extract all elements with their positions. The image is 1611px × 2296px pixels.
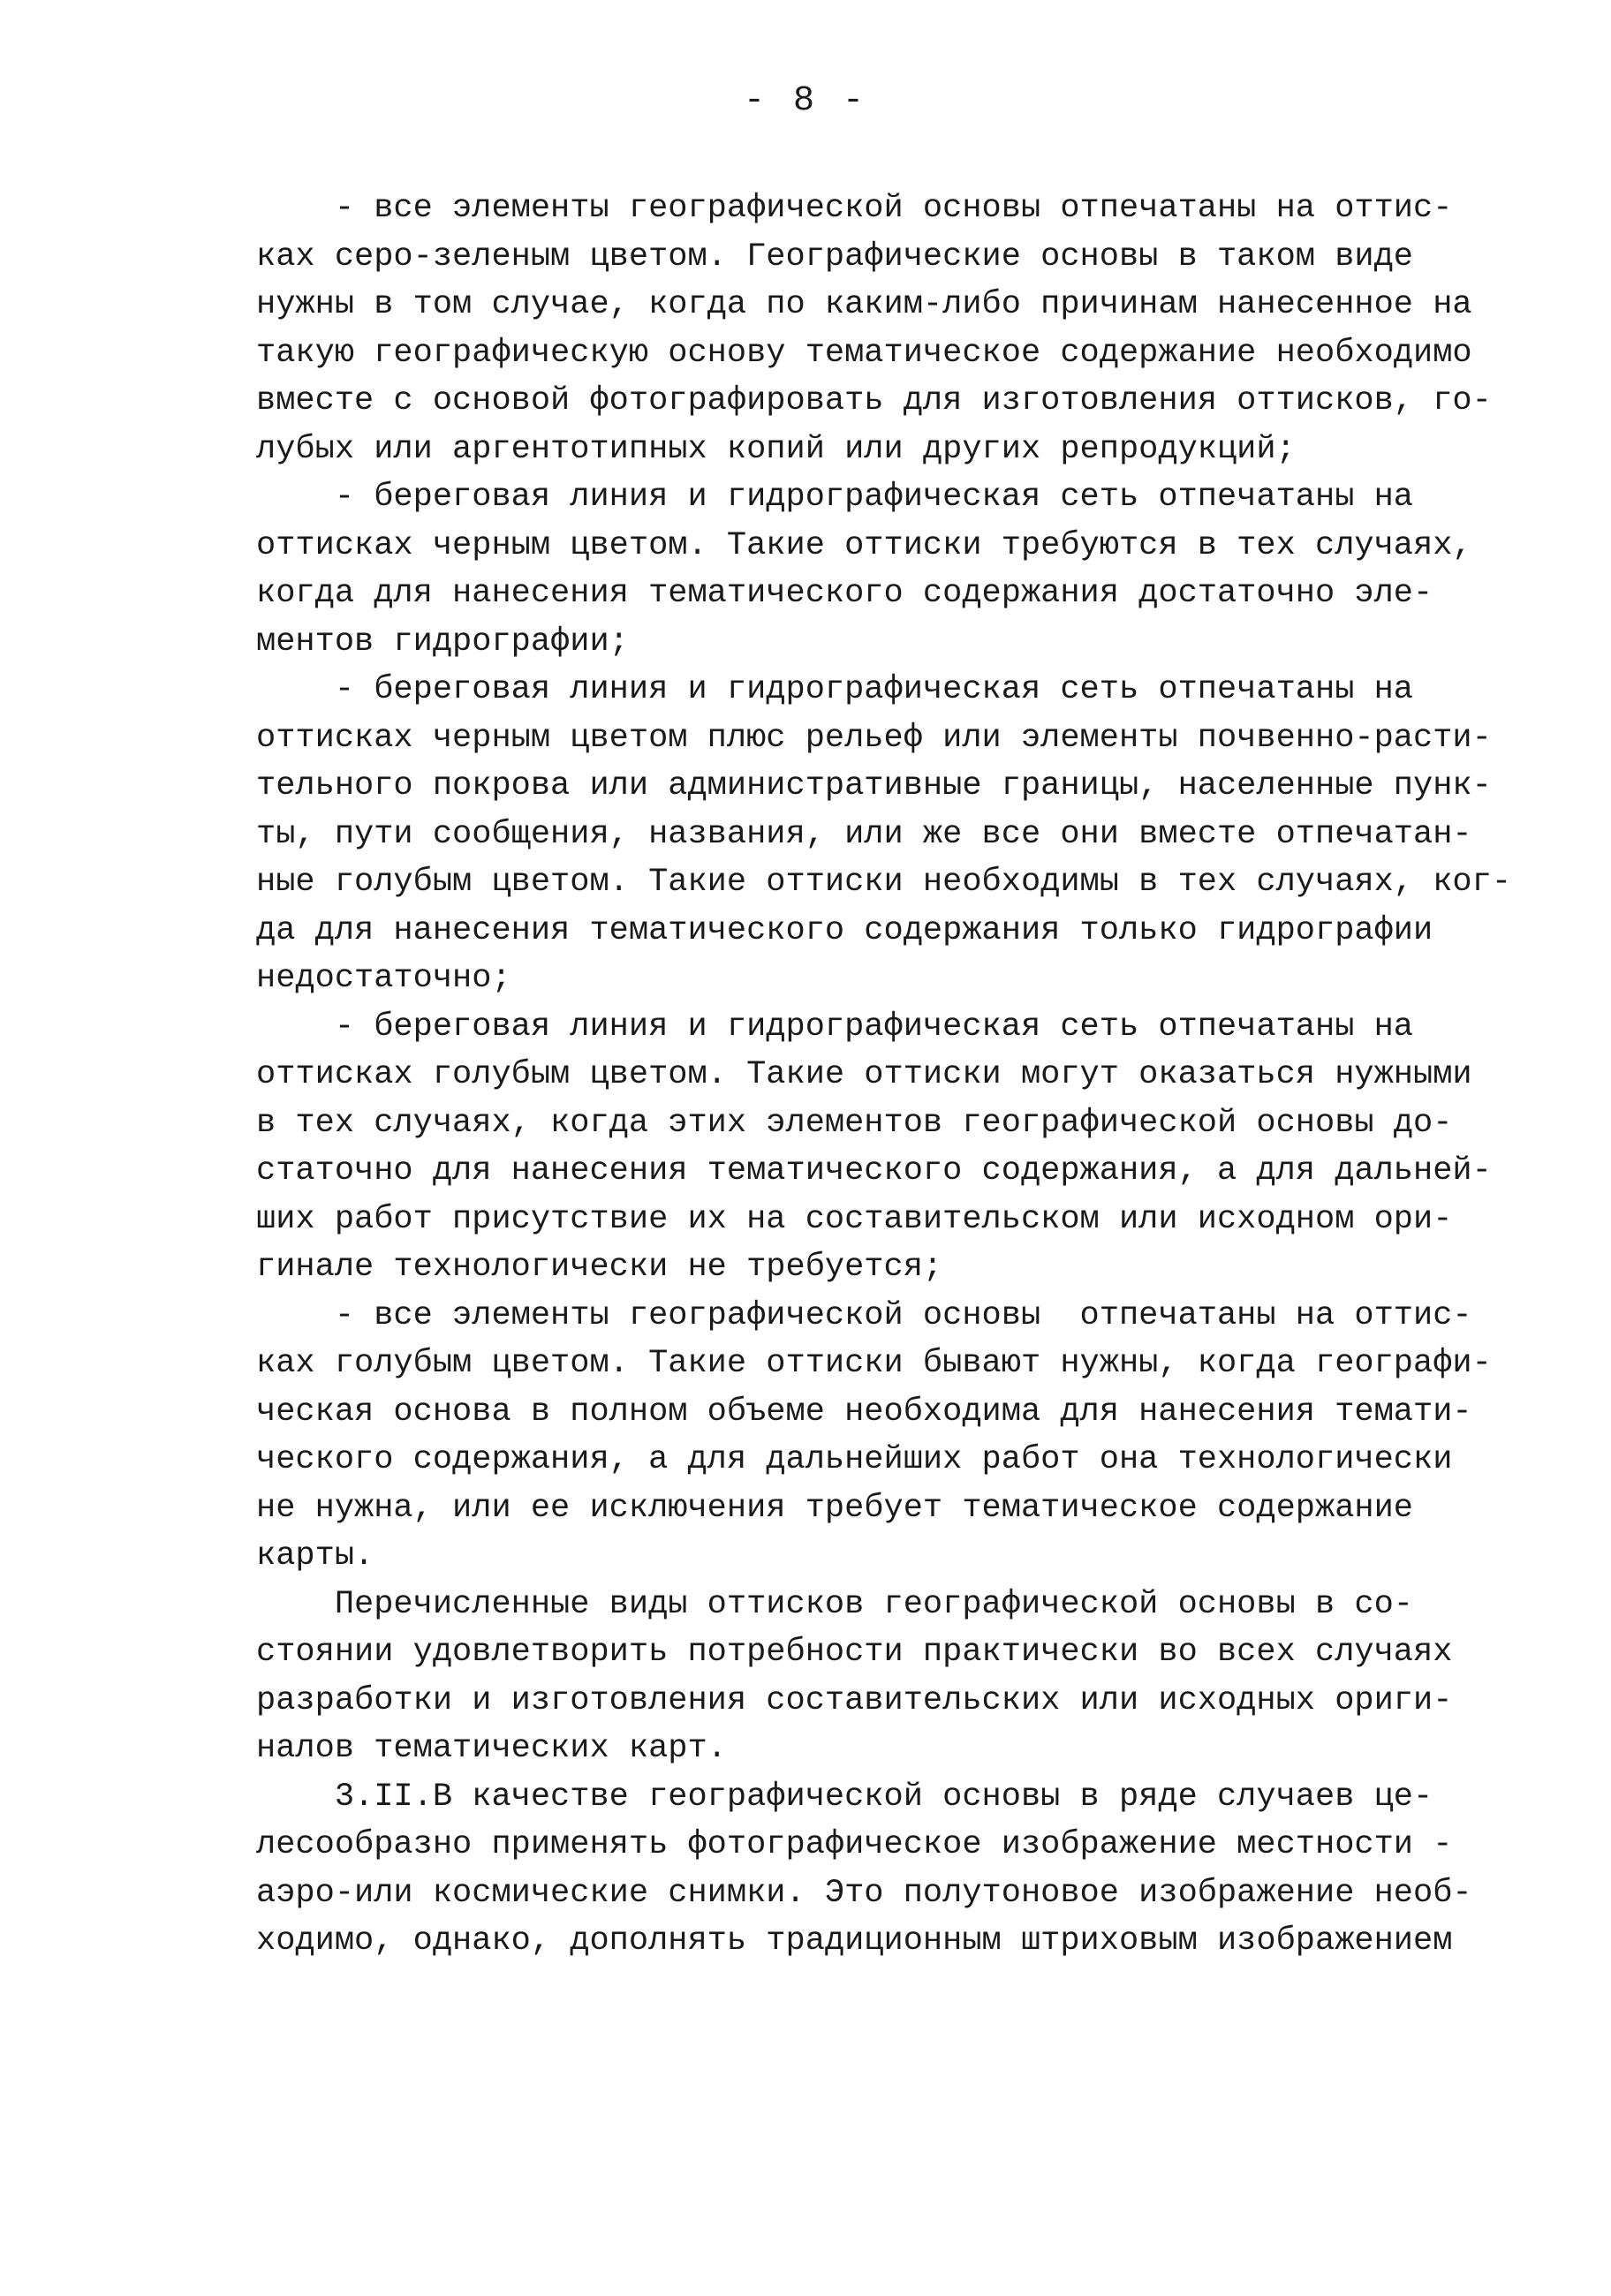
text-line: ментов гидрографии; [256, 623, 629, 661]
text-line: ках голубым цветом. Такие оттиски бывают нужны, когда географи- [256, 1345, 1492, 1382]
text-line: налов тематических карт. [256, 1730, 727, 1767]
text-line: - береговая линия и гидрографическая сеть отпечатаны на [256, 479, 1414, 516]
text-line: ные голубым цветом. Такие оттиски необходимы в тех случаях, ког- [256, 864, 1512, 901]
text-line: карты. [256, 1537, 374, 1575]
text-line: тельного покрова или административные границы, населенные пунк- [256, 767, 1492, 804]
text-line: гинале технологически не требуется; [256, 1249, 943, 1286]
text-line: Перечисленные виды оттисков географической основы в со- [256, 1586, 1414, 1623]
text-line: - все элементы географической основы отпечатаны на оттис- [256, 1297, 1472, 1334]
text-line: оттисках черным цветом плюс рельеф или элементы почвенно-расти- [256, 720, 1492, 757]
text-line: в тех случаях, когда этих элементов географической основы до- [256, 1105, 1453, 1142]
text-line: лубых или аргентотипных копий или других репродукций; [256, 431, 1296, 468]
text-line: такую географическую основу тематическое содержание необходимо [256, 335, 1472, 372]
text-line: не нужна, или ее исключения требует тематическое содержание [256, 1490, 1414, 1527]
text-line: нужны в том случае, когда по каким-либо причинам нанесенное на [256, 286, 1472, 323]
text-line: - все элементы географической основы отпечатаны на оттис- [256, 190, 1453, 227]
text-line: аэро-или космические снимки. Это полутоновое изображение необ- [256, 1875, 1472, 1912]
text-line: ках серо-зеленым цветом. Географические основы в таком виде [256, 238, 1414, 276]
text-line: оттисках голубым цветом. Такие оттиски могут оказаться нужными [256, 1056, 1472, 1093]
text-line: ходимо, однако, дополнять традиционным штриховым изображением [256, 1922, 1453, 1960]
text-line: статочно для нанесения тематического содержания, а для дальней- [256, 1152, 1492, 1190]
text-line: недостаточно; [256, 960, 511, 997]
text-line: стоянии удовлетворить потребности практически во всех случаях [256, 1634, 1453, 1671]
text-line: - береговая линия и гидрографическая сеть отпечатаны на [256, 671, 1414, 708]
text-line: лесообразно применять фотографическое изображение местности - [256, 1826, 1453, 1863]
text-line: вместе с основой фотографировать для изготовления оттисков, го- [256, 382, 1492, 419]
text-line: да для нанесения тематического содержания только гидрографии [256, 912, 1433, 949]
text-line: когда для нанесения тематического содержания достаточно эле- [256, 575, 1433, 612]
text-line: ческого содержания, а для дальнейших работ она технологически [256, 1441, 1453, 1478]
text-line: - береговая линия и гидрографическая сеть отпечатаны на [256, 1008, 1414, 1046]
text-line: ших работ присутствие их на составительском или исходном ори- [256, 1201, 1453, 1238]
text-line: ты, пути сообщения, названия, или же все они вместе отпечатан- [256, 816, 1472, 853]
text-line: оттисках черным цветом. Такие оттиски требуются в тех случаях, [256, 527, 1472, 564]
page-number: - 8 - [743, 81, 868, 121]
text-line: ческая основа в полном объеме необходима для нанесения темати- [256, 1393, 1472, 1431]
text-line: разработки и изготовления составительских или исходных ориги- [256, 1682, 1453, 1719]
text-line: 3.II.В качестве географической основы в ряде случаев це- [256, 1779, 1433, 1816]
